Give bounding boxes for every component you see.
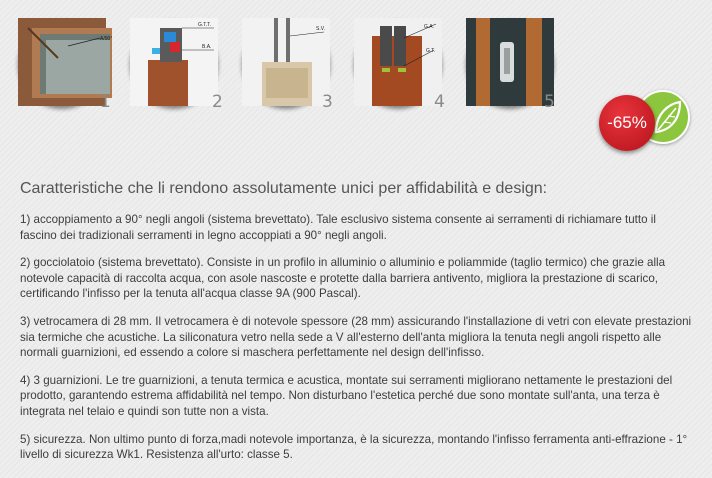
- figure-5-security-hardware: [466, 18, 554, 106]
- discount-text: -65%: [607, 113, 647, 132]
- figure-4-label-0: G.A.: [424, 24, 435, 30]
- figure-2-number: 2: [212, 92, 223, 112]
- figure-2-label-0: G.T.T.: [198, 22, 212, 28]
- figure-2-drip-profile: [130, 18, 218, 106]
- figure-4-number: 4: [434, 92, 445, 112]
- figure-2-label-1: B.A.: [202, 44, 212, 50]
- feature-paragraph-4: 4) 3 guarnizioni. Le tre guarnizioni, a tenuta termica e acustica, montate sui serramenti migliorano nettamente le prestazioni del prodotto, garantendo estrema affidabilità nel tempo. Non disturbano l'estetica perché due sono montate sull'anta, una terza è integrata nel telaio e quindi son tutte non a vista.: [20, 373, 673, 418]
- figure-1-corner-joint: [18, 18, 113, 106]
- features-section: [20, 180, 692, 475]
- feature-paragraph-5: 5) sicurezza. Non ultimo punto di forza,madi notevole importanza, è la sicurezza, montando l'infisso ferramenta anti-effrazione - 1° livello di sicurezza Wk1. Resistenza all'urto: classe 5.: [20, 432, 688, 462]
- discount-badge: [599, 95, 655, 151]
- section-heading: Caratteristiche che li rendono assolutamente unici per affidabilità e design:: [20, 180, 548, 197]
- feature-paragraph-1: 1) accoppiamento a 90° negli angoli (sistema brevettato). Tale esclusivo sistema consente ai serramenti di richiamare tutto il fascino dei tradizionali serramenti in legno accoppiati a 90° negli angoli.: [20, 213, 656, 242]
- figure-4-label-1: G.T.: [426, 48, 436, 54]
- feature-paragraph-3: 3) vetrocamera di 28 mm. Il vetrocamera è di notevole spessore (28 mm) assicurando l'installazione di vetri con elevate prestazioni sia termiche che acustiche. La siliconatura vetro nella sede a V all'esterno dell'anta migliora la tenuta negli angoli rispetto alle normali guarnizioni, ed essendo a colore si maschera perfettamente nel design dell'infisso.: [20, 314, 692, 360]
- figure-5-number: 5: [544, 92, 555, 112]
- figure-1-number: 1: [100, 92, 111, 112]
- figure-3-label-0: S.V.: [316, 26, 325, 32]
- figure-4-gaskets: [354, 18, 442, 106]
- figure-3-glazing: [242, 18, 330, 106]
- figure-1-label-0: A/90°: [100, 36, 113, 42]
- figure-3-number: 3: [322, 92, 333, 112]
- feature-paragraph-2: 2) gocciolatoio (sistema brevettato). Consiste in un profilo in alluminio o alluminio e poliammide (taglio termico) che grazie alla notevole capacità di raccolta acqua, con asole nascoste e protette dalla barriera antivento, migliora la prestazione di scarico, certificando l'infisso per la tenuta all'acqua classe 9A (900 Pascal).: [20, 256, 666, 301]
